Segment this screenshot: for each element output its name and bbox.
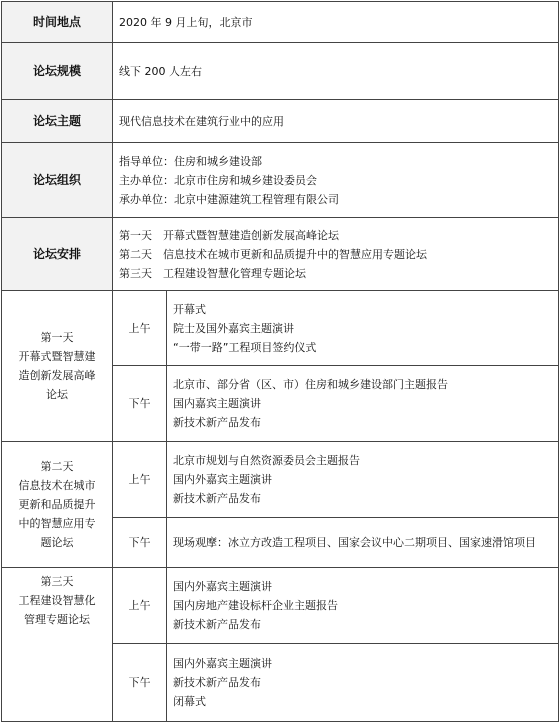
day2-morning-items — [167, 442, 559, 518]
label-theme: 论坛主题 — [2, 100, 113, 143]
agenda-item: 国内房地产建设标杆企业主题报告 — [173, 599, 338, 612]
day1-morning-items — [167, 291, 559, 366]
arrangement-day3: 第三天 工程建设智慧化管理专题论坛 — [119, 266, 306, 280]
row-time-place — [2, 2, 559, 43]
agenda-item: 院士及国外嘉宾主题演讲 — [173, 321, 294, 335]
label-time-place: 时间地点 — [2, 2, 113, 43]
agenda-item: 闭幕式 — [173, 695, 206, 708]
agenda-item: “一带一路”工程项目签约仪式 — [173, 340, 317, 354]
agenda-item: 国内嘉宾主题演讲 — [173, 397, 261, 410]
row-day2-morning — [2, 442, 559, 518]
agenda-item: 开幕式 — [173, 302, 206, 316]
label-organization: 论坛组织 — [2, 143, 113, 218]
value-time-place — [113, 2, 559, 43]
day2-title-line: 题论坛 — [40, 536, 74, 549]
arrangement-day2: 第二天 信息技术在城市更新和品质提升中的智慧应用专题论坛 — [119, 247, 427, 261]
day3-afternoon-items — [167, 644, 559, 722]
time-place-text: 2020 年 9 月上旬，北京市 — [119, 15, 253, 29]
agenda-item: 北京市、部分省（区、市）住房和城乡建设部门主题报告 — [173, 378, 448, 391]
scale-text: 线下 200 人左右 — [119, 64, 202, 78]
agenda-item: 国内外嘉宾主题演讲 — [173, 657, 272, 670]
value-organization — [113, 143, 559, 218]
day2-title-line: 更新和品质提升 — [18, 498, 96, 511]
agenda-item: 北京市规划与自然资源委员会主题报告 — [173, 454, 360, 467]
day1-title-line: 造创新发展高峰 — [18, 369, 96, 382]
agenda-item: 国内外嘉宾主题演讲 — [173, 580, 272, 593]
row-day3-morning — [2, 568, 559, 644]
day2-title-line: 第二天 — [40, 460, 74, 473]
day3-morning-label: 上午 — [113, 568, 167, 644]
label-arrangement: 论坛安排 — [2, 218, 113, 291]
day3-title-line: 第三天 — [40, 575, 74, 588]
agenda-item: 新技术新产品发布 — [173, 416, 261, 429]
day1-morning-label: 上午 — [113, 291, 167, 366]
day3-title-line: 工程建设智慧化 — [18, 594, 96, 607]
day2-title — [2, 442, 113, 568]
agenda-item: 现场观摩：冰立方改造工程项目、国家会议中心二期项目、国家速滑馆项目 — [173, 536, 536, 549]
agenda-item: 新技术新产品发布 — [173, 618, 261, 631]
row-day1-morning — [2, 291, 559, 366]
day1-title-line: 论坛 — [46, 388, 68, 401]
arrangement-day1: 第一天 开幕式暨智慧建造创新发展高峰论坛 — [119, 228, 339, 242]
day2-morning-label: 上午 — [113, 442, 167, 518]
day3-afternoon-label: 下午 — [113, 644, 167, 722]
agenda-item: 新技术新产品发布 — [173, 676, 261, 689]
org-host-unit: 主办单位：北京市住房和城乡建设委员会 — [119, 173, 317, 187]
org-organizer-unit: 承办单位：北京中建源建筑工程管理有限公司 — [119, 192, 339, 206]
row-arrangement — [2, 218, 559, 291]
value-scale — [113, 43, 559, 100]
row-theme — [2, 100, 559, 143]
day3-morning-items — [167, 568, 559, 644]
day2-title-line: 信息技术在城市 — [18, 479, 96, 492]
forum-schedule-table — [1, 1, 559, 722]
day2-title-line: 中的智慧应用专 — [18, 517, 96, 530]
label-scale: 论坛规模 — [2, 43, 113, 100]
day2-afternoon-items — [167, 518, 559, 568]
agenda-item: 新技术新产品发布 — [173, 492, 261, 505]
day3-title-line: 管理专题论坛 — [24, 613, 90, 626]
org-guidance-unit: 指导单位：住房和城乡建设部 — [119, 154, 262, 168]
day1-afternoon-label: 下午 — [113, 366, 167, 442]
theme-text: 现代信息技术在建筑行业中的应用 — [119, 114, 284, 128]
agenda-item: 国内外嘉宾主题演讲 — [173, 473, 272, 486]
day2-afternoon-label: 下午 — [113, 518, 167, 568]
value-arrangement — [113, 218, 559, 291]
day1-title-line: 第一天 — [40, 331, 74, 344]
day1-title — [2, 291, 113, 442]
row-organization — [2, 143, 559, 218]
day1-title-line: 开幕式暨智慧建 — [18, 350, 96, 363]
row-scale — [2, 43, 559, 100]
day3-title — [2, 568, 113, 722]
value-theme — [113, 100, 559, 143]
day1-afternoon-items — [167, 366, 559, 442]
